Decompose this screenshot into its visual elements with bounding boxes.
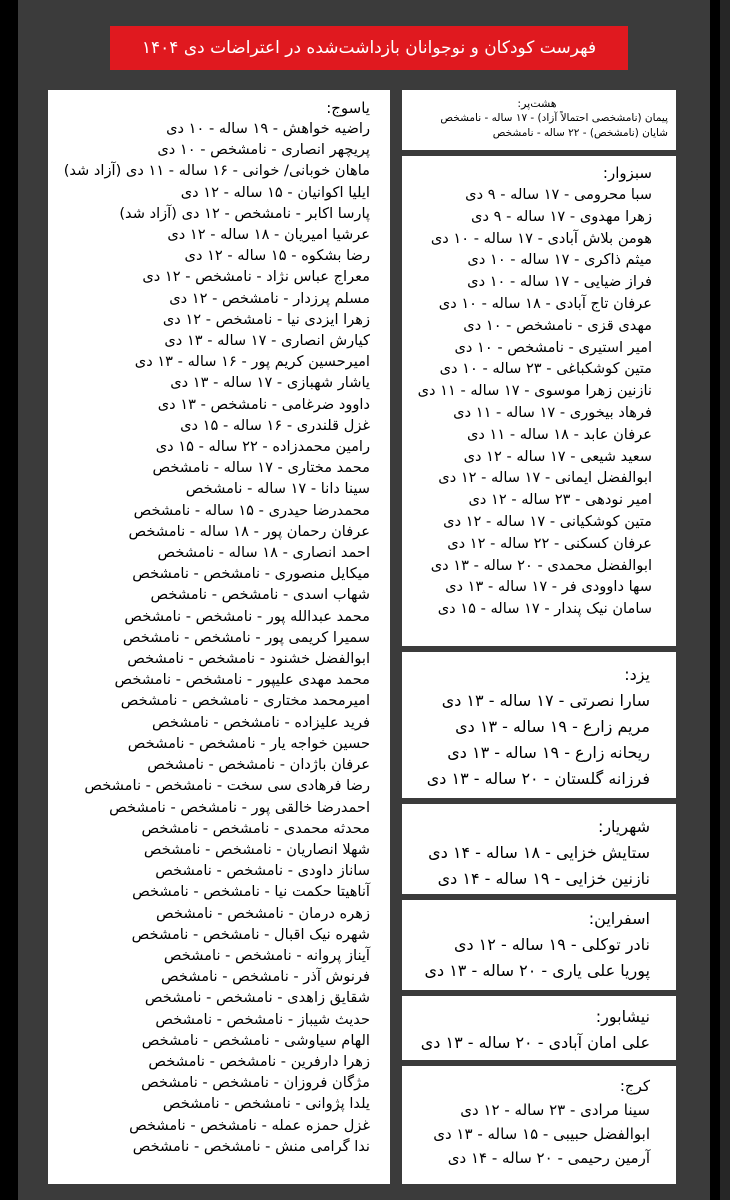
city-list-yazd [402,652,676,798]
detainee-entry: عرفان باژدان - نامشخص - نامشخص [147,756,370,774]
city-list-neyshabur [402,996,676,1060]
detainee-entry: آیناز پروانه - نامشخص - نامشخص [163,946,370,964]
detainee-entry: رضا فرهادی سی سخت - نامشخص - نامشخص [84,777,370,795]
detainee-entry: سارا نصرتی - ۱۷ ساله - ۱۳ دی [441,691,650,710]
city-heading: شهریار: [597,817,650,836]
detainee-entry: سبا محرومی - ۱۷ ساله - ۹ دی [465,186,652,203]
detainee-entry: آرمین رحیمی - ۲۰ ساله - ۱۴ دی [447,1149,650,1167]
detainee-entry: امیرحسین کریم پور - ۱۶ ساله - ۱۳ دی [134,353,370,371]
detainee-entry: فرنوش آذر - نامشخص - نامشخص [160,968,370,986]
detainee-entry: زهرا ایزدی نیا - نامشخص - ۱۲ دی [162,310,370,328]
detainee-entry: فرهاد بیخوری - ۱۷ ساله - ۱۱ دی [453,403,652,421]
detainee-entry: شهلا انصاریان - نامشخص - نامشخص [143,840,370,858]
detainee-entry: سامان نیک پندار - ۱۷ ساله - ۱۵ دی [437,600,652,618]
detainee-entry: سینا مرادی - ۲۳ ساله - ۱۲ دی [460,1101,650,1119]
detainee-entry: سینا دانا - ۱۷ ساله - نامشخص [185,480,370,498]
city-heading: سبزوار: [602,164,652,182]
detainee-entry: محمد مختاری - ۱۷ ساله - نامشخص [152,459,370,477]
detainee-entry: مژگان فروزان - نامشخص - نامشخص [141,1074,370,1092]
detainee-entry: عرفان عابد - ۱۸ ساله - ۱۱ دی [466,425,652,443]
city-list-karaj [402,1066,676,1184]
detainee-entry: ابوالفضل ایمانی - ۱۷ ساله - ۱۲ دی [438,469,652,487]
detainee-entry: احمد انصاری - ۱۸ ساله - نامشخص [157,544,370,562]
detainee-entry: زهرا دارفرین - نامشخص - نامشخص [148,1052,370,1070]
detainee-entry: شهاب اسدی - نامشخص - نامشخص [150,586,370,604]
detainee-entry: رامین محمدزاده - ۲۲ ساله - ۱۵ دی [155,438,370,456]
city-list-hashtpar [402,90,676,150]
detainee-entry: متین کوشکیانی - ۱۷ ساله - ۱۲ دی [443,512,652,530]
detainee-entry: امیرمحمد مختاری - نامشخص - نامشخص [120,692,370,710]
detainee-entry: حدیث شیباز - نامشخص - نامشخص [155,1010,370,1028]
city-list-esfarayen [402,900,676,990]
city-list-shahriar [402,804,676,894]
detainee-entry: فرید علیزاده - نامشخص - نامشخص [152,713,370,731]
detainee-entry: ساناز داودی - نامشخص - نامشخص [155,862,370,880]
city-heading: هشت‌پر: [517,97,557,110]
detainee-entry: زهرا مهدوی - ۱۷ ساله - ۹ دی [471,207,652,225]
detainee-entry: ابوالفضل حبیبی - ۱۵ ساله - ۱۳ دی [433,1125,650,1143]
detainee-entry: فرزانه گلستان - ۲۰ ساله - ۱۳ دی [426,769,650,788]
detainee-entry: عرفان رحمان پور - ۱۸ ساله - نامشخص [128,522,370,540]
detainee-entry: ابوالفضل خشنود - نامشخص - نامشخص [127,650,370,668]
detainee-entry: غزل قلندری - ۱۶ ساله - ۱۵ دی [180,416,370,434]
city-list-yasuj [48,90,390,1184]
detainee-entry: ندا گرامی منش - نامشخص - نامشخص [132,1137,370,1155]
detainee-entry: نازنین زهرا موسوی - ۱۷ ساله - ۱۱ دی [417,382,652,400]
detainee-entry: ستایش خزایی - ۱۸ ساله - ۱۴ دی [428,843,650,862]
detainee-entry: معراج عباس نژاد - نامشخص - ۱۲ دی [142,268,370,286]
detainee-entry: شهره نیک اقبال - نامشخص - نامشخص [131,925,370,943]
detainee-entry: داوود ضرغامی - نامشخص - ۱۳ دی [157,395,370,413]
detainee-entry: نادر توکلی - ۱۹ ساله - ۱۲ دی [453,935,650,954]
city-list-sabzevar [402,156,676,646]
detainee-entry: مسلم پرزدار - نامشخص - ۱۲ دی [169,289,370,307]
detainee-entry: حسین خواجه یار - نامشخص - نامشخص [127,734,370,752]
detainee-entry: عرفان تاج آبادی - ۱۸ ساله - ۱۰ دی [438,294,652,312]
detainee-entry: نازنین خزایی - ۱۹ ساله - ۱۴ دی [437,869,650,888]
city-heading: کرج: [619,1077,650,1095]
detainee-entry: امیر استیری - نامشخص - ۱۰ دی [454,338,652,356]
city-heading: اسفراین: [588,909,650,928]
detainee-entry: مریم زارع - ۱۹ ساله - ۱۳ دی [455,717,650,736]
detainee-entry: امیر نودهی - ۲۳ ساله - ۱۲ دی [468,491,652,509]
detainee-entry: احمدرضا خالقی پور - نامشخص - نامشخص [109,798,370,816]
detainee-entry: فراز ضیایی - ۱۷ ساله - ۱۰ دی [467,273,652,291]
detainee-entry: میثم ذاکری - ۱۷ ساله - ۱۰ دی [467,251,652,269]
detainee-entry: عرفان کسکنی - ۲۲ ساله - ۱۲ دی [447,534,652,552]
detainee-entry: میکایل منصوری - نامشخص - نامشخص [132,565,370,583]
detainee-entry: کیارش انصاری - ۱۷ ساله - ۱۳ دی [164,332,370,350]
detainee-entry: پیمان (نامشخصی احتمالاً آزاد) - ۱۷ ساله - نامشخص [440,112,668,124]
detainee-entry: محمد مهدی علیپور - نامشخص - نامشخص [114,671,370,689]
side-scroll-strip [720,0,730,1200]
detainee-entry: رضا بشکوه - ۱۵ ساله - ۱۲ دی [184,247,370,265]
detainee-entry: پارسا اکابر - نامشخص - ۱۲ دی (آزاد شد) [119,204,370,222]
detainee-entry: علی امان آبادی - ۲۰ ساله - ۱۳ دی [420,1033,650,1052]
city-heading: نیشابور: [595,1007,650,1026]
detainee-entry: هومن بلاش آبادی - ۱۷ ساله - ۱۰ دی [430,229,652,247]
page-title: فهرست کودکان و نوجوانان بازداشت‌شده در اعتراضات دی ۱۴۰۴ [110,26,628,70]
detainee-entry: ایلیا اکوانیان - ۱۵ ساله - ۱۲ دی [180,183,370,201]
detainee-entry: محدثه محمدی - نامشخص - نامشخص [141,819,370,837]
detainee-entry: غزل حمزه عمله - نامشخص - نامشخص [129,1116,370,1134]
detainee-entry: ابوالفضل محمدی - ۲۰ ساله - ۱۳ دی [430,556,652,574]
detainee-entry: سعید شیعی - ۱۷ ساله - ۱۲ دی [463,447,652,465]
detainee-entry: سمیرا کریمی پور - نامشخص - نامشخص [122,628,370,646]
detainee-entry: ماهان خوبانی/ خوانی - ۱۶ ساله - ۱۱ دی (آزاد شد) [63,162,370,180]
detainee-entry: پوریا علی یاری - ۲۰ ساله - ۱۳ دی [424,961,650,980]
detainee-entry: یاشار شهبازی - ۱۷ ساله - ۱۳ دی [170,374,370,392]
detainee-entry: مهدی قزی - نامشخص - ۱۰ دی [463,316,652,334]
detainee-entry: سها داوودی فر - ۱۷ ساله - ۱۳ دی [445,578,652,596]
detainee-entry: شقایق زاهدی - نامشخص - نامشخص [144,989,370,1007]
city-heading: یزد: [624,665,650,684]
detainee-entry: آناهیتا حکمت نیا - نامشخص - نامشخص [132,883,370,901]
detainee-entry: یلدا پژوانی - نامشخص - نامشخص [162,1095,370,1113]
detainee-entry: محمد عبدالله پور - نامشخص - نامشخص [124,607,370,625]
detainee-entry: محمدرضا حیدری - ۱۵ ساله - نامشخص [133,501,370,519]
city-heading: یاسوج: [326,99,370,117]
detainee-entry: شایان (نامشخص) - ۲۲ ساله - نامشخص [492,127,668,139]
detainee-entry: عرشیا امیریان - ۱۸ ساله - ۱۲ دی [167,226,370,244]
detainee-entry: راضیه خواهش - ۱۹ ساله - ۱۰ دی [166,120,370,137]
detainee-entry: ریحانه زارع - ۱۹ ساله - ۱۳ دی [447,743,650,762]
detainee-entry: متین کوشکباغی - ۲۳ ساله - ۱۰ دی [439,360,652,378]
detainee-entry: الهام سیاوشی - نامشخص - نامشخص [141,1031,370,1049]
detainee-entry: زهره درمان - نامشخص - نامشخص [156,904,370,922]
detainee-entry: پریچهر انصاری - نامشخص - ۱۰ دی [157,141,370,159]
